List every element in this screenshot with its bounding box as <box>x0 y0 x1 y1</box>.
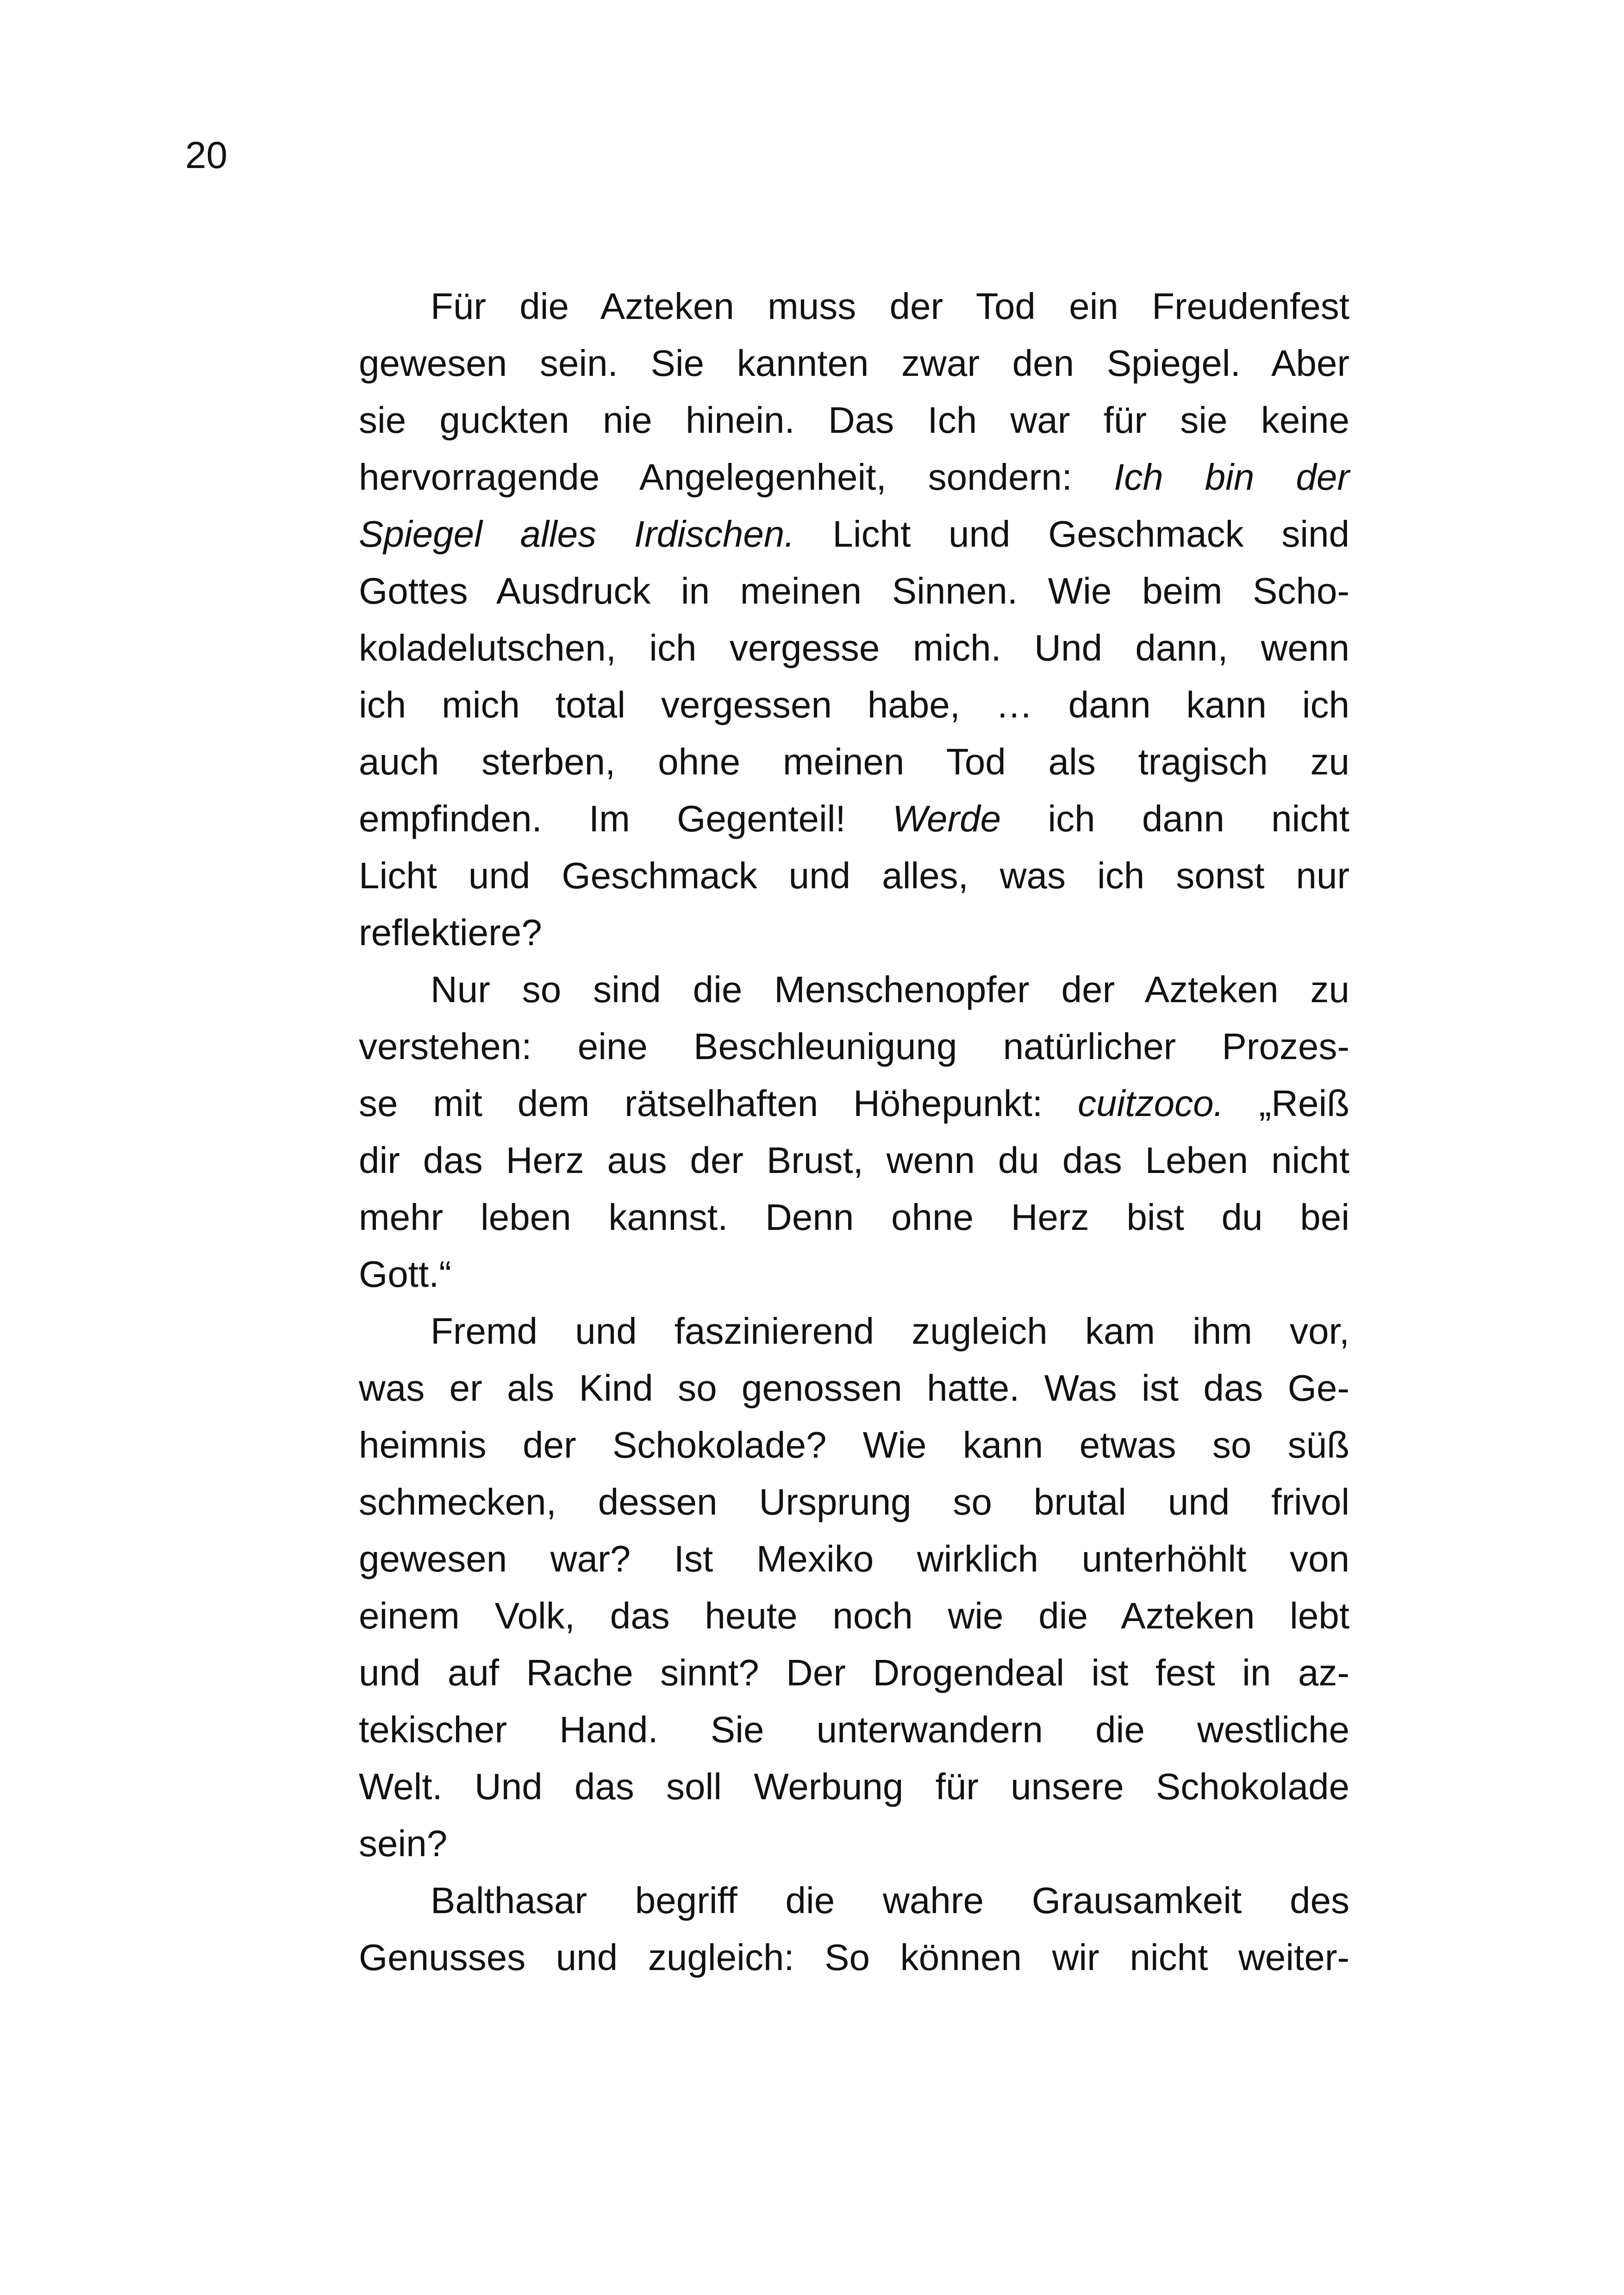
text-line <box>359 790 1349 847</box>
text-run: tekischer Hand. Sie unterwandern die westliche <box>359 1709 1349 1750</box>
text-line <box>359 619 1349 676</box>
italic-text: Ich bin der <box>1113 456 1350 498</box>
text-run: auch sterben, ohne meinen Tod als tragisch zu <box>359 741 1349 782</box>
paragraph <box>359 1872 1349 1986</box>
text-line <box>359 961 1349 1018</box>
text-line <box>359 1587 1349 1644</box>
text-run: Balthasar begriff die wahre Grausamkeit des <box>431 1880 1349 1921</box>
text-run: Licht und Geschmack sind <box>794 513 1349 555</box>
text-line <box>359 1701 1349 1758</box>
text-line <box>359 1189 1349 1246</box>
text-run: schmecken, dessen Ursprung so brutal und frivol <box>359 1481 1349 1522</box>
text-run: sie guckten nie hinein. Das Ich war für sie keine <box>359 399 1349 441</box>
text-run: reflektiere? <box>359 912 542 953</box>
text-line <box>359 1872 1349 1929</box>
text-line <box>359 392 1349 449</box>
text-run: heimnis der Schokolade? Wie kann etwas so süß <box>359 1424 1349 1466</box>
text-run: und auf Rache sinnt? Der Drogendeal ist fest in az- <box>359 1652 1349 1693</box>
text-line <box>359 1644 1349 1701</box>
text-run: Genusses und zugleich: So können wir nicht weiter- <box>359 1937 1349 1978</box>
text-line <box>359 1132 1349 1189</box>
text-run: mehr leben kannst. Denn ohne Herz bist du bei <box>359 1197 1349 1238</box>
text-run: Für die Azteken muss der Tod ein Freudenfest <box>431 286 1349 327</box>
text-line <box>359 1018 1349 1075</box>
text-run: gewesen sein. Sie kannten zwar den Spiegel. Aber <box>359 343 1349 384</box>
text-run: se mit dem rätselhaften Höhepunkt: <box>359 1083 1078 1124</box>
text-line <box>359 904 1349 961</box>
text-run: Gott.“ <box>359 1254 452 1295</box>
text-line <box>359 278 1349 335</box>
italic-text: Spiegel alles Irdischen. <box>359 513 795 555</box>
text-line <box>359 449 1349 505</box>
body-text <box>359 278 1349 1986</box>
text-run: Licht und Geschmack und alles, was ich sonst nur <box>359 855 1349 896</box>
text-line <box>359 1303 1349 1360</box>
text-run: sein? <box>359 1823 448 1864</box>
text-line <box>359 1815 1349 1872</box>
text-run: „Reiß <box>1224 1083 1349 1124</box>
text-line <box>359 1758 1349 1815</box>
text-line <box>359 733 1349 790</box>
text-line <box>359 562 1349 619</box>
text-run: gewesen war? Ist Mexiko wirklich unterhöhlt von <box>359 1538 1349 1579</box>
text-run: einem Volk, das heute noch wie die Azteken lebt <box>359 1595 1349 1636</box>
text-run: koladelutschen, ich vergesse mich. Und dann, wenn <box>359 627 1349 668</box>
italic-text: cuitzoco. <box>1077 1083 1224 1124</box>
text-line <box>359 1473 1349 1530</box>
text-line <box>359 1530 1349 1587</box>
text-run: dir das Herz aus der Brust, wenn du das Leben nicht <box>359 1140 1349 1181</box>
text-line <box>359 676 1349 733</box>
text-run: ich dann nicht <box>1001 798 1349 839</box>
text-run: verstehen: eine Beschleunigung natürlicher Prozes- <box>359 1026 1349 1067</box>
text-run: ich mich total vergessen habe, … dann kann ich <box>359 684 1349 725</box>
text-line <box>359 1360 1349 1416</box>
text-line <box>359 847 1349 904</box>
italic-text: Werde <box>892 798 1001 839</box>
text-run: Nur so sind die Menschenopfer der Azteken zu <box>431 969 1349 1010</box>
text-run: empfinden. Im Gegenteil! <box>359 798 893 839</box>
text-run: Gottes Ausdruck in meinen Sinnen. Wie beim Scho- <box>359 570 1349 611</box>
text-line <box>359 1929 1349 1986</box>
text-line <box>359 505 1349 562</box>
page-number: 20 <box>185 134 228 176</box>
paragraph <box>359 278 1349 961</box>
paragraph <box>359 961 1349 1303</box>
text-run: hervorragende Angelegenheit, sondern: <box>359 456 1114 498</box>
text-line <box>359 335 1349 392</box>
text-run: Welt. Und das soll Werbung für unsere Schokolade <box>359 1766 1349 1807</box>
paragraph <box>359 1303 1349 1872</box>
text-run: Fremd und faszinierend zugleich kam ihm vor, <box>431 1310 1349 1352</box>
text-line <box>359 1075 1349 1132</box>
text-line <box>359 1416 1349 1473</box>
text-line <box>359 1246 1349 1303</box>
text-run: was er als Kind so genossen hatte. Was ist das Ge- <box>359 1367 1349 1409</box>
